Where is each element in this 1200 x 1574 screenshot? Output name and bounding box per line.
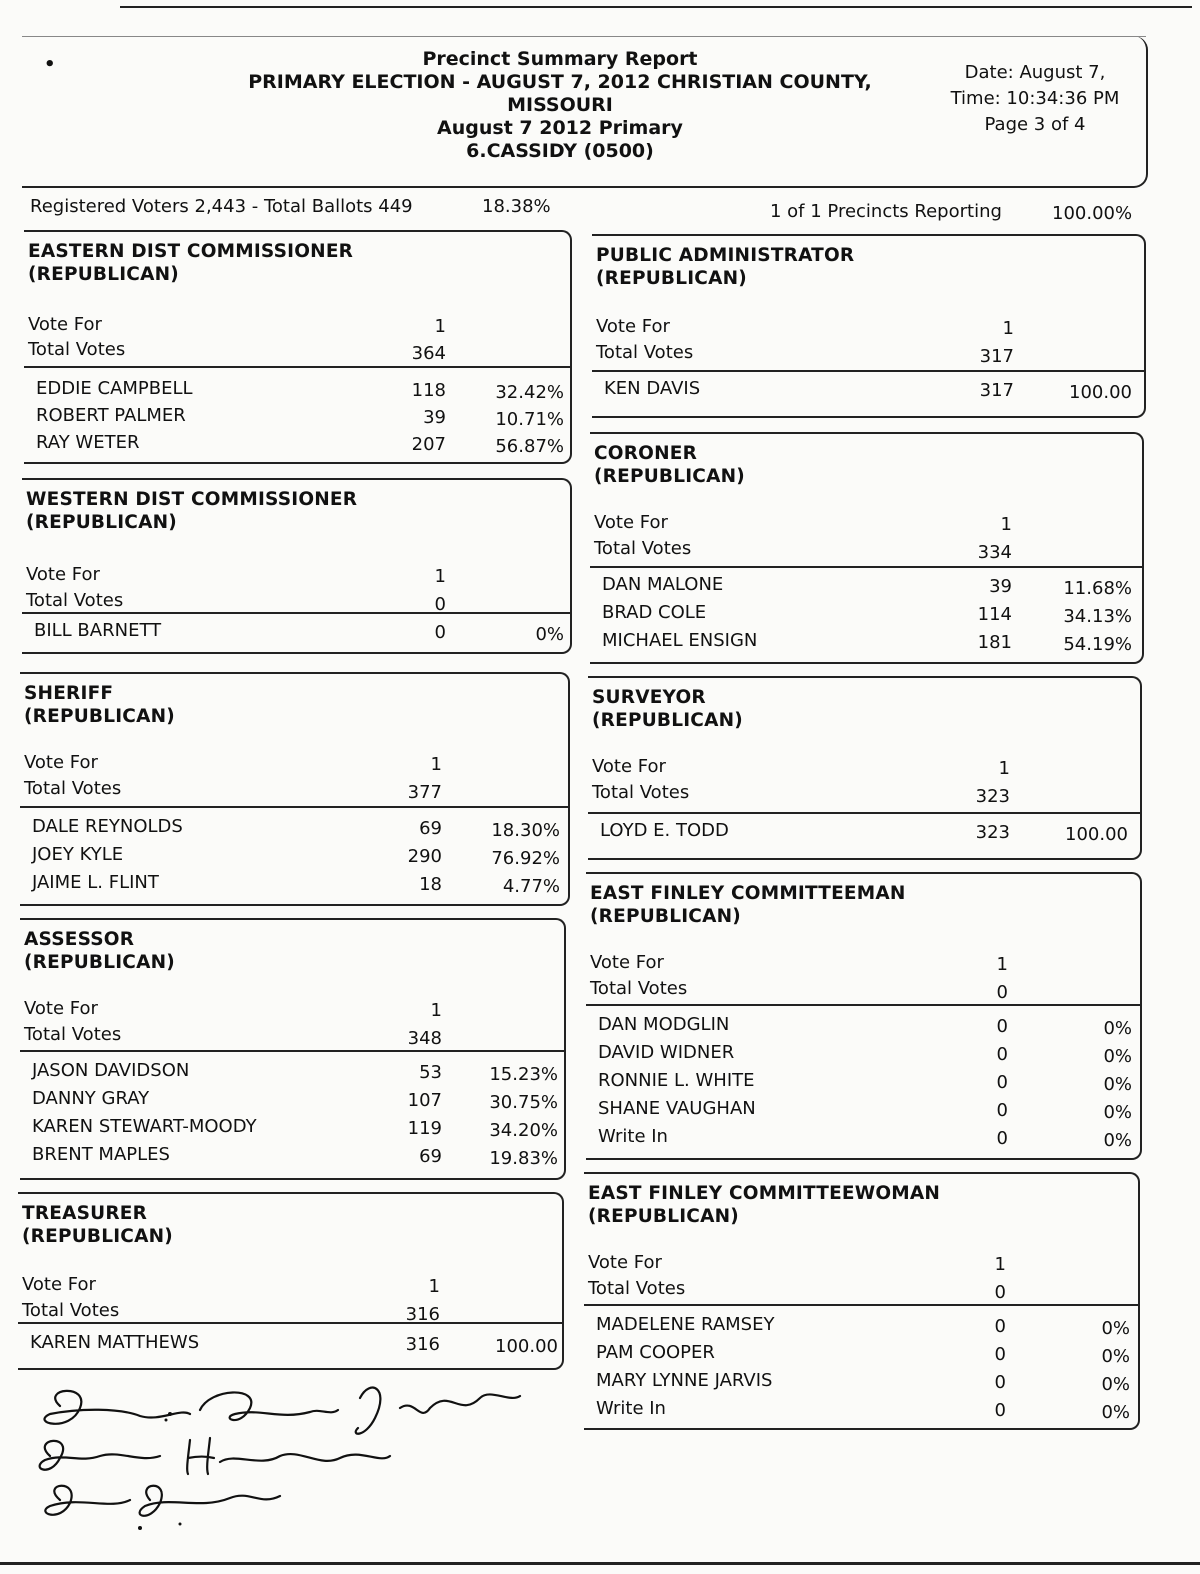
race-divider <box>18 1322 562 1324</box>
election-name: PRIMARY ELECTION - AUGUST 7, 2012 CHRISTIAN COUNTY, <box>248 71 872 93</box>
vote-for-label: Vote For <box>588 1252 662 1273</box>
candidate-votes: 0 <box>996 1100 1008 1121</box>
candidate-percent: 0% <box>1103 1046 1132 1067</box>
candidate-name: KAREN MATTHEWS <box>30 1332 200 1353</box>
total-votes-value: 364 <box>411 343 446 364</box>
race-title <box>588 1182 940 1228</box>
candidate-votes: 316 <box>405 1334 440 1355</box>
race-party: (REPUBLICAN) <box>22 1226 173 1247</box>
reporting-percent: 100.00% <box>1052 203 1133 224</box>
candidate-name: ROBERT PALMER <box>36 405 186 426</box>
precinct-name: 6.CASSIDY (0500) <box>466 140 654 162</box>
candidate-percent: 76.92% <box>491 848 560 869</box>
candidate-percent: 34.20% <box>489 1120 558 1141</box>
registered-voters: Registered Voters 2,443 - Total Ballots 449 <box>30 196 413 217</box>
race-title <box>24 928 175 974</box>
race-title <box>594 442 745 488</box>
candidate-percent: 0% <box>1101 1318 1130 1339</box>
race-title <box>596 244 854 290</box>
race-party: (REPUBLICAN) <box>596 268 747 289</box>
race-party: (REPUBLICAN) <box>594 466 745 487</box>
total-votes-value: 0 <box>434 594 446 615</box>
vote-for-label: Vote For <box>22 1274 96 1295</box>
candidate-name: JOEY KYLE <box>32 844 124 865</box>
race-office: WESTERN DIST COMMISSIONER <box>26 489 358 510</box>
total-votes-value: 323 <box>975 786 1010 807</box>
race-box <box>20 672 570 906</box>
candidate-votes: 0 <box>996 1044 1008 1065</box>
race-divider <box>20 806 568 808</box>
candidate-votes: 290 <box>407 846 442 867</box>
race-divider <box>22 612 570 614</box>
race-office: SURVEYOR <box>592 687 706 708</box>
candidate-percent: 32.42% <box>495 382 564 403</box>
vote-for-value: 1 <box>430 1000 442 1021</box>
report-header <box>230 48 890 163</box>
candidate-votes: 114 <box>977 604 1012 625</box>
candidate-votes: 181 <box>977 632 1012 653</box>
race-party: (REPUBLICAN) <box>26 512 177 533</box>
total-votes-label: Total Votes <box>596 342 694 363</box>
total-votes-label: Total Votes <box>588 1278 686 1299</box>
race-box <box>592 234 1146 418</box>
total-votes-value: 334 <box>977 542 1012 563</box>
candidate-name: RAY WETER <box>36 432 140 453</box>
race-divider <box>590 566 1142 568</box>
candidate-name: DALE REYNOLDS <box>32 816 183 837</box>
candidate-percent: 15.23% <box>489 1064 558 1085</box>
candidate-name: BRAD COLE <box>602 602 707 623</box>
turnout-percent: 18.38% <box>482 196 551 217</box>
candidate-name: Write In <box>596 1398 666 1419</box>
total-votes-label: Total Votes <box>26 590 124 611</box>
candidate-percent: 0% <box>1103 1018 1132 1039</box>
candidate-name: DANNY GRAY <box>32 1088 150 1109</box>
total-votes-label: Total Votes <box>22 1300 120 1321</box>
candidate-percent: 100.00 <box>1065 824 1128 845</box>
race-divider <box>588 812 1140 814</box>
candidate-votes: 0 <box>996 1072 1008 1093</box>
race-divider <box>584 1304 1138 1306</box>
total-votes-label: Total Votes <box>24 1024 122 1045</box>
vote-for-value: 1 <box>434 566 446 587</box>
candidate-votes: 39 <box>423 407 446 428</box>
candidate-votes: 317 <box>979 380 1014 401</box>
candidate-votes: 0 <box>996 1016 1008 1037</box>
race-office: ASSESSOR <box>24 929 135 950</box>
candidate-percent: 0% <box>1101 1346 1130 1367</box>
report-date: Date: August 7, <box>964 62 1106 83</box>
race-title <box>28 240 353 286</box>
total-votes-value: 0 <box>996 982 1008 1003</box>
candidate-name: KEN DAVIS <box>604 378 701 399</box>
candidate-votes: 0 <box>994 1316 1006 1337</box>
candidate-name: MICHAEL ENSIGN <box>602 630 758 651</box>
total-votes-label: Total Votes <box>594 538 692 559</box>
race-title <box>590 882 906 928</box>
candidate-name: DAN MODGLIN <box>598 1014 730 1035</box>
primary-name: August 7 2012 Primary <box>437 117 683 139</box>
vote-for-label: Vote For <box>590 952 664 973</box>
race-office: SHERIFF <box>24 683 114 704</box>
vote-for-value: 1 <box>996 954 1008 975</box>
candidate-votes: 0 <box>994 1372 1006 1393</box>
candidate-name: BILL BARNETT <box>34 620 162 641</box>
candidate-votes: 0 <box>994 1344 1006 1365</box>
total-votes-value: 0 <box>994 1282 1006 1303</box>
race-party: (REPUBLICAN) <box>592 710 743 731</box>
race-office: EASTERN DIST COMMISSIONER <box>28 241 354 262</box>
vote-for-value: 1 <box>998 758 1010 779</box>
candidate-votes: 119 <box>407 1118 442 1139</box>
race-box <box>24 230 572 464</box>
race-office: EAST FINLEY COMMITTEEWOMAN <box>588 1183 941 1204</box>
candidate-votes: 69 <box>419 818 442 839</box>
race-office: PUBLIC ADMINISTRATOR <box>596 245 855 266</box>
page-number: Page 3 of 4 <box>984 114 1086 135</box>
total-votes-value: 317 <box>979 346 1014 367</box>
total-votes-value: 316 <box>405 1304 440 1325</box>
report-time: Time: 10:34:36 PM <box>950 88 1120 109</box>
candidate-percent: 0% <box>1101 1402 1130 1423</box>
report-title: Precinct Summary Report <box>422 48 698 70</box>
candidate-votes: 0 <box>434 622 446 643</box>
candidate-percent: 54.19% <box>1063 634 1132 655</box>
race-party: (REPUBLICAN) <box>590 906 741 927</box>
candidate-percent: 19.83% <box>489 1148 558 1169</box>
candidate-percent: 0% <box>535 624 564 645</box>
race-divider <box>586 1004 1140 1006</box>
precincts-reporting: 1 of 1 Precincts Reporting <box>770 201 1002 222</box>
candidate-percent: 0% <box>1103 1102 1132 1123</box>
vote-for-label: Vote For <box>28 314 102 335</box>
candidate-percent: 0% <box>1103 1074 1132 1095</box>
race-box <box>22 478 572 654</box>
candidate-votes: 0 <box>994 1400 1006 1421</box>
vote-for-label: Vote For <box>24 752 98 773</box>
candidate-name: LOYD E. TODD <box>600 820 729 841</box>
vote-for-value: 1 <box>430 754 442 775</box>
race-title <box>592 686 743 732</box>
total-votes-value: 348 <box>407 1028 442 1049</box>
race-box <box>586 872 1142 1160</box>
race-title <box>24 682 175 728</box>
bottom-rule <box>0 1562 1200 1565</box>
vote-for-label: Vote For <box>594 512 668 533</box>
race-divider <box>592 370 1144 372</box>
candidate-name: SHANE VAUGHAN <box>598 1098 756 1119</box>
candidate-votes: 0 <box>996 1128 1008 1149</box>
candidate-percent: 0% <box>1101 1374 1130 1395</box>
race-title <box>26 488 357 534</box>
vote-for-label: Vote For <box>26 564 100 585</box>
vote-for-label: Vote For <box>24 998 98 1019</box>
candidate-name: DAVID WIDNER <box>598 1042 735 1063</box>
race-box <box>590 432 1144 664</box>
race-office: CORONER <box>594 443 698 464</box>
candidate-percent: 18.30% <box>491 820 560 841</box>
vote-for-value: 1 <box>428 1276 440 1297</box>
candidate-name: DAN MALONE <box>602 574 724 595</box>
candidate-percent: 100.00 <box>1069 382 1132 403</box>
race-divider <box>24 366 570 368</box>
candidate-name: MADELENE RAMSEY <box>596 1314 775 1335</box>
race-box <box>20 918 566 1180</box>
race-box <box>584 1172 1140 1430</box>
total-votes-label: Total Votes <box>592 782 690 803</box>
vote-for-value: 1 <box>1000 514 1012 535</box>
candidate-percent: 10.71% <box>495 409 564 430</box>
candidate-votes: 39 <box>989 576 1012 597</box>
candidate-name: Write In <box>598 1126 668 1147</box>
race-title <box>22 1202 173 1248</box>
vote-for-value: 1 <box>994 1254 1006 1275</box>
total-votes-label: Total Votes <box>590 978 688 999</box>
page-mark: • <box>44 54 56 75</box>
race-party: (REPUBLICAN) <box>588 1206 739 1227</box>
election-state: MISSOURI <box>507 94 613 116</box>
candidate-name: BRENT MAPLES <box>32 1144 170 1165</box>
race-party: (REPUBLICAN) <box>28 264 179 285</box>
report-meta <box>930 60 1140 138</box>
race-divider <box>20 1050 564 1052</box>
total-votes-label: Total Votes <box>24 778 122 799</box>
candidate-votes: 53 <box>419 1062 442 1083</box>
candidate-percent: 56.87% <box>495 436 564 457</box>
candidate-name: PAM COOPER <box>596 1342 715 1363</box>
candidate-name: MARY LYNNE JARVIS <box>596 1370 773 1391</box>
vote-for-value: 1 <box>434 316 446 337</box>
candidate-percent: 30.75% <box>489 1092 558 1113</box>
race-office: EAST FINLEY COMMITTEEMAN <box>590 883 906 904</box>
race-party: (REPUBLICAN) <box>24 706 175 727</box>
vote-for-value: 1 <box>1002 318 1014 339</box>
vote-for-label: Vote For <box>596 316 670 337</box>
candidate-votes: 207 <box>411 434 446 455</box>
candidate-percent: 4.77% <box>502 876 560 897</box>
candidate-votes: 69 <box>419 1146 442 1167</box>
candidate-percent: 34.13% <box>1063 606 1132 627</box>
race-box <box>18 1192 564 1370</box>
race-box <box>588 676 1142 860</box>
signatures <box>20 1378 580 1538</box>
race-party: (REPUBLICAN) <box>24 952 175 973</box>
candidate-name: JAIME L. FLINT <box>32 872 159 893</box>
candidate-name: KAREN STEWART-MOODY <box>32 1116 257 1137</box>
total-votes-value: 377 <box>407 782 442 803</box>
candidate-name: RONNIE L. WHITE <box>598 1070 755 1091</box>
total-votes-label: Total Votes <box>28 339 126 360</box>
candidate-name: JASON DAVIDSON <box>32 1060 190 1081</box>
candidate-name: EDDIE CAMPBELL <box>36 378 193 399</box>
candidate-percent: 11.68% <box>1063 578 1132 599</box>
vote-for-label: Vote For <box>592 756 666 777</box>
candidate-votes: 323 <box>975 822 1010 843</box>
candidate-votes: 118 <box>411 380 446 401</box>
candidate-percent: 100.00 <box>495 1336 558 1357</box>
candidate-votes: 18 <box>419 874 442 895</box>
candidate-votes: 107 <box>407 1090 442 1111</box>
candidate-percent: 0% <box>1103 1130 1132 1151</box>
top-rule <box>120 6 1192 8</box>
race-office: TREASURER <box>22 1203 148 1224</box>
